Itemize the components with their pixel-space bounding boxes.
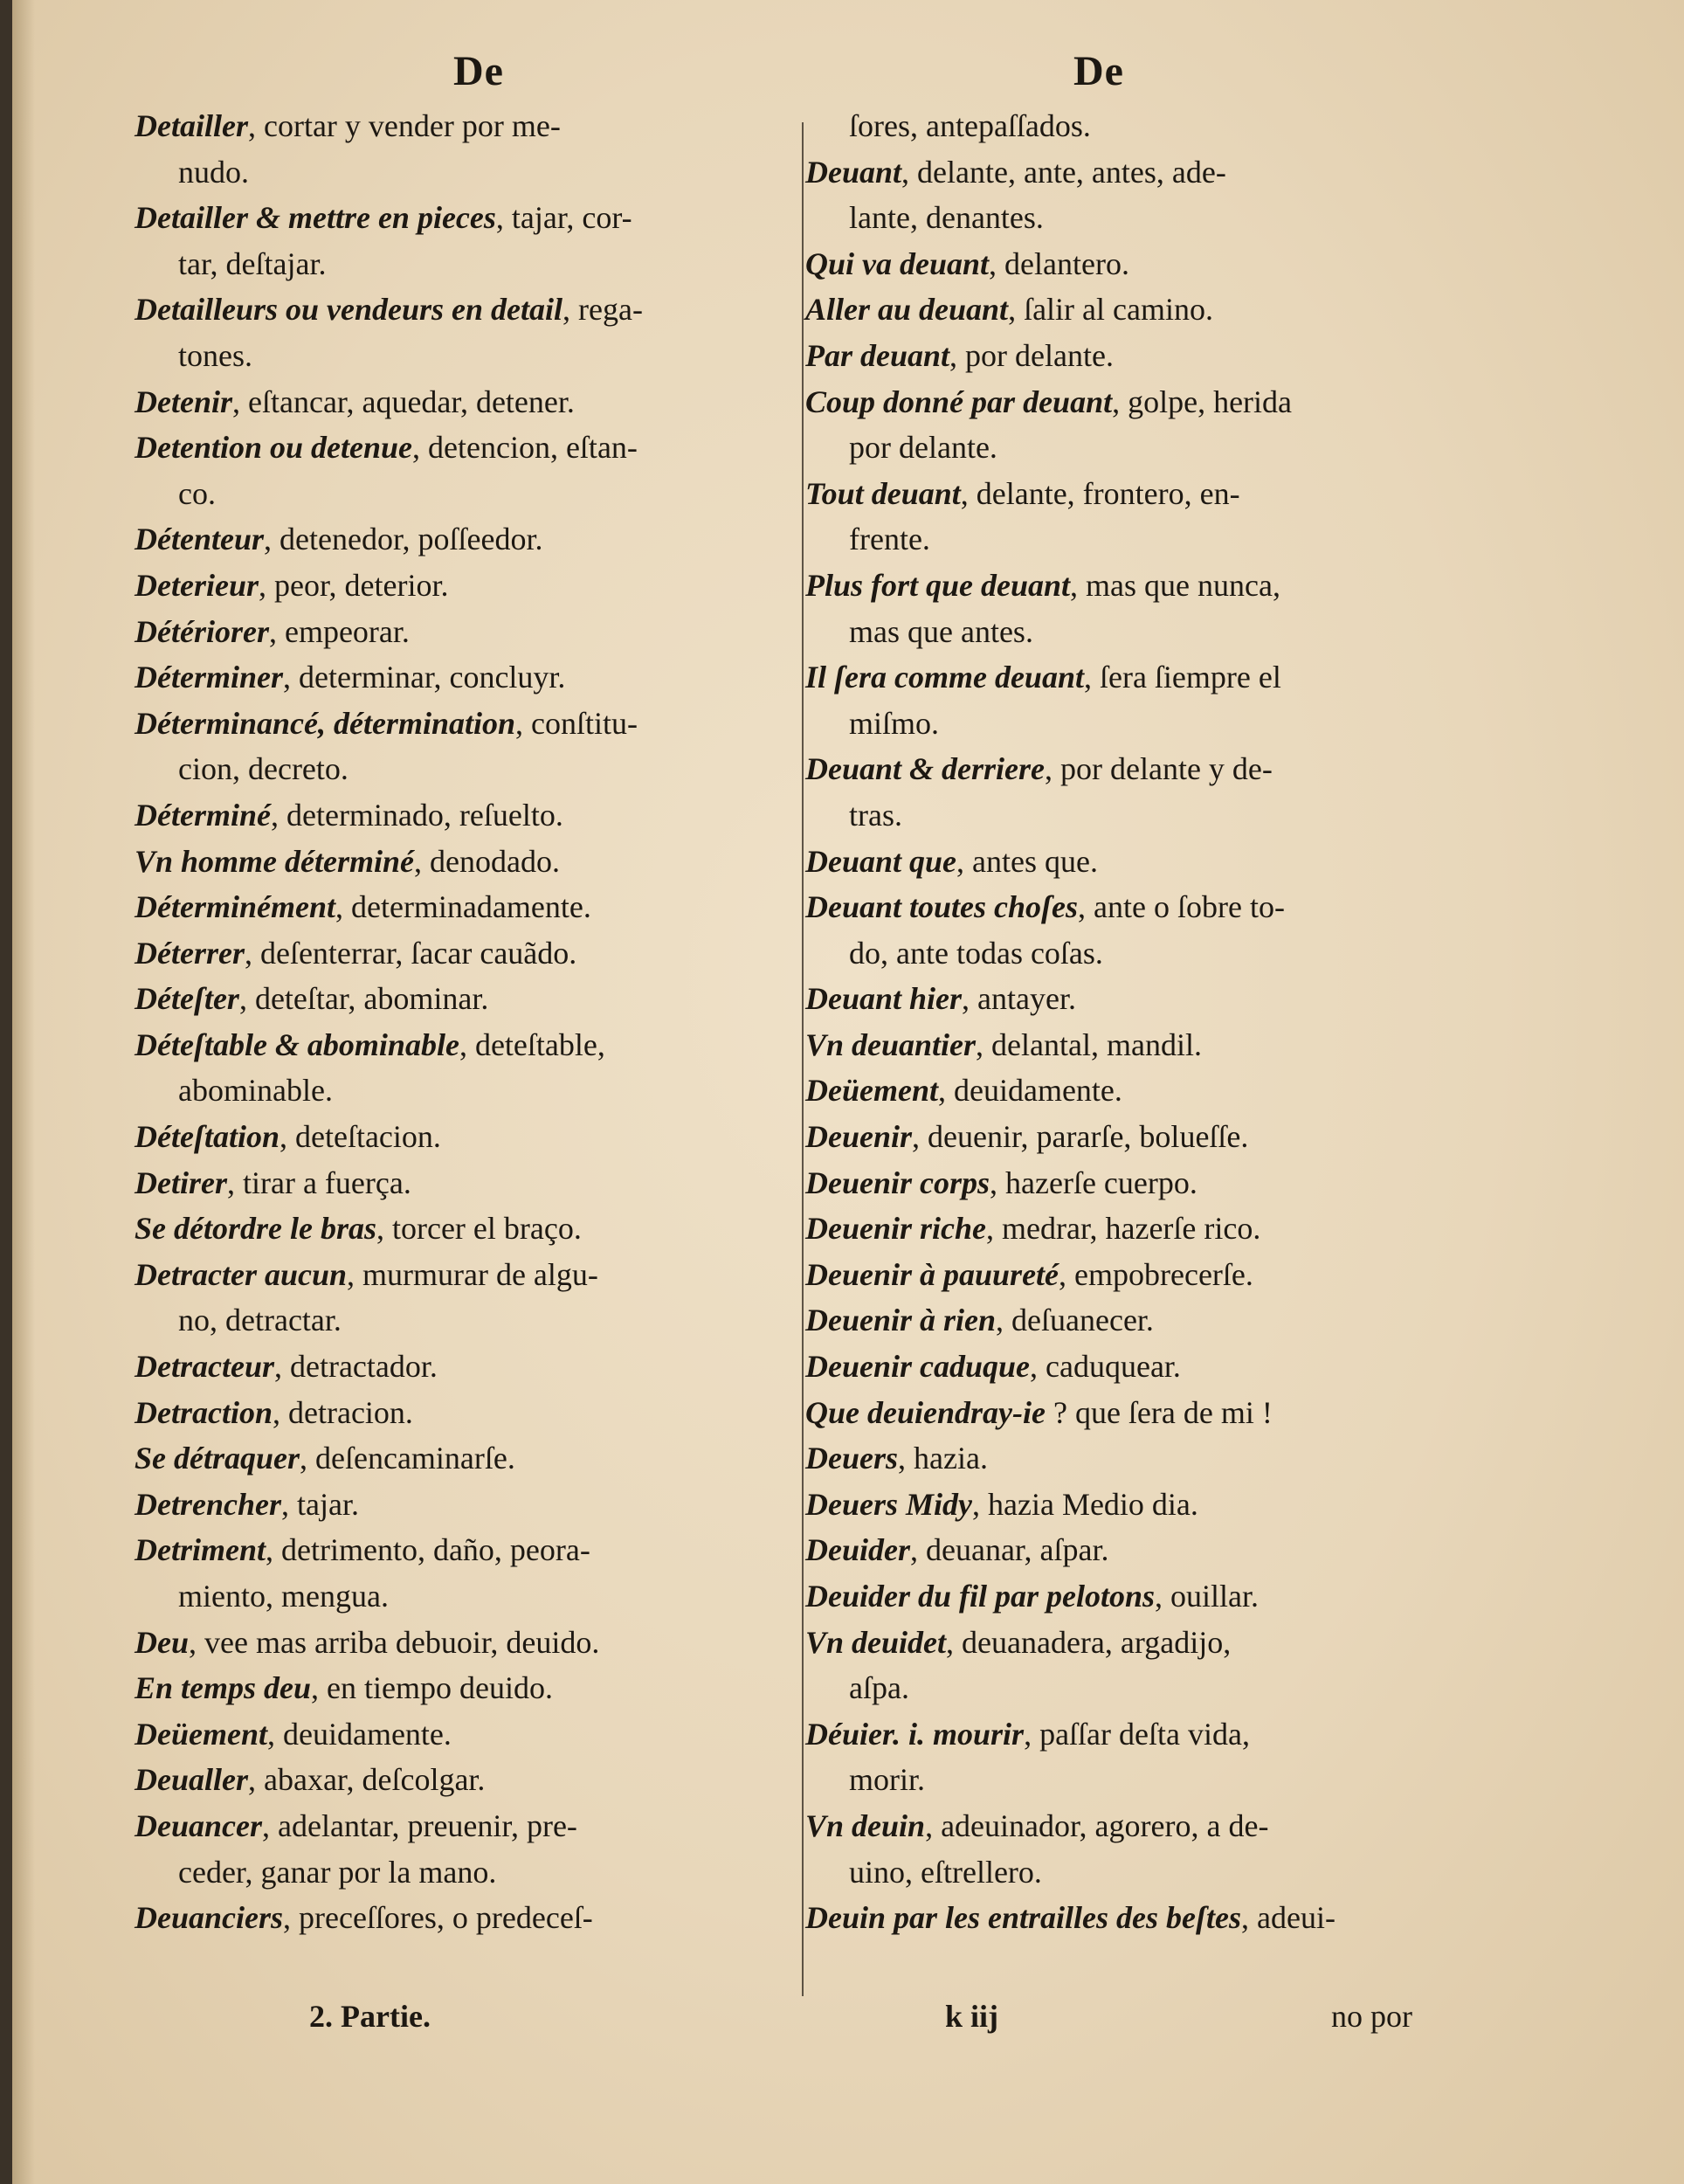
- entry-headword: Deuant & derriere: [805, 751, 1045, 787]
- dictionary-entry: [805, 1620, 1478, 1666]
- entry-translation: , deteſtar, abominar.: [238, 981, 489, 1017]
- entry-continuation: [135, 1297, 798, 1344]
- entry-translation: , detracion.: [273, 1394, 413, 1430]
- dictionary-entry: [805, 1527, 1478, 1573]
- dictionary-entry: [805, 1206, 1478, 1252]
- entry-continuation: [135, 1849, 798, 1896]
- dictionary-entry: [805, 1711, 1478, 1758]
- entry-translation: , ante o ſobre to-: [1078, 889, 1285, 925]
- entry-translation: , medrar, hazerſe rico.: [986, 1211, 1261, 1247]
- entry-continuation: [135, 471, 798, 517]
- catchword: no por: [1331, 1999, 1412, 2034]
- entry-translation: , mas que nunca,: [1070, 567, 1280, 603]
- dictionary-entry: [135, 884, 798, 930]
- dictionary-entry: [135, 103, 798, 149]
- entry-translation: abominable.: [178, 1073, 333, 1109]
- entry-headword: Déteſtation: [135, 1119, 280, 1155]
- entry-continuation: [135, 746, 798, 792]
- entry-headword: Deuider: [805, 1532, 910, 1568]
- entry-translation: , adeuinador, agorero, a de-: [925, 1807, 1269, 1843]
- entry-translation: co.: [178, 475, 216, 511]
- entry-translation: , golpe, herida: [1112, 384, 1293, 419]
- entry-continuation: [805, 1665, 1478, 1711]
- entry-headword: Vn deuantier: [805, 1026, 977, 1062]
- entry-translation: por delante.: [849, 430, 997, 466]
- entry-headword: Aller au deuant: [805, 292, 1009, 328]
- entry-translation: , en tiempo deuido.: [311, 1670, 553, 1706]
- entry-headword: Par deuant: [805, 337, 950, 373]
- entry-continuation: [805, 930, 1478, 977]
- entry-headword: Se détraquer: [135, 1441, 300, 1476]
- entry-translation: , adeui-: [1240, 1900, 1335, 1936]
- entry-headword: Détériorer: [135, 613, 269, 649]
- dictionary-entry: [135, 1114, 798, 1160]
- entry-headword: Deuenir à rien: [805, 1303, 997, 1338]
- entry-headword: Il ſera comme deuant: [805, 660, 1084, 695]
- entry-headword: Detailler: [135, 108, 248, 143]
- entry-translation: , por delante.: [949, 337, 1114, 373]
- entry-continuation: [805, 1757, 1478, 1803]
- entry-translation: , deteſtable,: [459, 1026, 605, 1062]
- entry-continuation: [135, 1573, 798, 1620]
- dictionary-entry: [805, 1068, 1478, 1114]
- entry-headword: Qui va deuant: [805, 245, 990, 281]
- dictionary-entry: [135, 1757, 798, 1803]
- entry-translation: ſores, antepaſſados.: [849, 108, 1091, 143]
- entry-translation: , deſuanecer.: [996, 1303, 1154, 1338]
- entry-translation: , deuidamente.: [266, 1716, 452, 1752]
- entry-translation: , hazerſe cuerpo.: [990, 1165, 1197, 1200]
- dictionary-entry: [805, 746, 1478, 792]
- signature-mark: 2. Partie.: [309, 1999, 431, 2034]
- entry-translation: do, ante todas coſas.: [849, 935, 1103, 971]
- dictionary-entry: [135, 701, 798, 747]
- entry-translation: , deuanadera, argadijo,: [946, 1624, 1232, 1660]
- dictionary-entry: [135, 1665, 798, 1711]
- entry-translation: tras.: [849, 797, 902, 833]
- entry-translation: , paſſar deſta vida,: [1024, 1716, 1250, 1752]
- dictionary-entry: [805, 839, 1478, 885]
- entry-translation: , detencion, eſtan-: [412, 430, 638, 466]
- entry-translation: aſpa.: [849, 1670, 909, 1706]
- entry-headword: Deuers: [805, 1441, 898, 1476]
- entry-translation: , detenedor, poſſeedor.: [264, 522, 543, 557]
- entry-headword: Vn deuidet: [805, 1624, 947, 1660]
- entry-headword: Plus fort que deuant: [805, 567, 1071, 603]
- entry-translation: uino, eſtrellero.: [849, 1854, 1042, 1890]
- dictionary-entry: [135, 425, 798, 471]
- entry-translation: nudo.: [178, 154, 249, 190]
- entry-translation: , ſalir al camino.: [1008, 292, 1213, 328]
- entry-headword: Detirer: [135, 1165, 227, 1200]
- entry-translation: tar, deſtajar.: [178, 245, 327, 281]
- entry-headword: Deuenir: [805, 1119, 913, 1155]
- entry-headword: Detailler & mettre en pieces: [135, 200, 496, 236]
- entry-translation: , deteſtacion.: [279, 1119, 441, 1155]
- entry-translation: , por delante y de-: [1045, 751, 1273, 787]
- dictionary-entry: [135, 1390, 798, 1436]
- entry-headword: Déterminément: [135, 889, 335, 925]
- entry-translation: morir.: [849, 1762, 925, 1798]
- entry-headword: Detracteur: [135, 1349, 274, 1385]
- entry-headword: Déteſtable & abominable: [135, 1026, 459, 1062]
- entry-headword: Deuancer: [135, 1807, 262, 1843]
- entry-translation: mas que antes.: [849, 613, 1033, 649]
- entry-translation: , preceſſores, o predeceſ-: [283, 1900, 593, 1936]
- entry-headword: Deuers Midy: [805, 1486, 972, 1522]
- entry-headword: Deuant toutes choſes: [805, 889, 1079, 925]
- dictionary-entry: [805, 1482, 1478, 1528]
- entry-translation: , hazia Medio dia.: [972, 1486, 1198, 1522]
- entry-translation: , deuanar, aſpar.: [910, 1532, 1109, 1568]
- entry-translation: , delante, frontero, en-: [960, 475, 1240, 511]
- dictionary-entry: [805, 884, 1478, 930]
- entry-translation: , determinado, reſuelto.: [270, 797, 563, 833]
- entry-translation: , peor, deterior.: [258, 567, 449, 603]
- entry-translation: , denodado.: [414, 843, 560, 879]
- entry-translation: , delantal, mandil.: [976, 1026, 1202, 1062]
- entry-translation: , eſtancar, aquedar, detener.: [232, 384, 575, 419]
- entry-translation: , antes que.: [956, 843, 1098, 879]
- entry-headword: Deuenir caduque: [805, 1349, 1031, 1385]
- entry-translation: , antayer.: [962, 981, 1076, 1017]
- entry-translation: , delante, ante, antes, ade-: [901, 154, 1226, 190]
- dictionary-entry: [805, 379, 1478, 425]
- entry-headword: Detenir: [135, 384, 232, 419]
- entry-translation: , detrimento, daño, peora-: [266, 1532, 590, 1568]
- entry-headword: Detailleurs ou vendeurs en detail: [135, 292, 563, 328]
- dictionary-entry: [135, 287, 798, 333]
- dictionary-entry: [805, 149, 1478, 196]
- entry-translation: cion, decreto.: [178, 751, 349, 787]
- entry-headword: Detracter aucun: [135, 1256, 347, 1292]
- entry-translation: , empeorar.: [268, 613, 410, 649]
- entry-headword: Déteſter: [135, 981, 239, 1017]
- entry-translation: , empobrecerſe.: [1059, 1256, 1253, 1292]
- entry-translation: , determinar, concluyr.: [282, 660, 566, 695]
- entry-headword: Deuenir corps: [805, 1165, 990, 1200]
- entry-headword: En temps deu: [135, 1670, 312, 1706]
- entry-continuation: [805, 1849, 1478, 1896]
- dictionary-entry: [805, 1895, 1478, 1941]
- dictionary-entry: [135, 195, 798, 241]
- entry-headword: Deuant hier: [805, 981, 963, 1017]
- entry-continuation: [805, 195, 1478, 241]
- entry-continuation: [135, 149, 798, 196]
- dictionary-entry: [135, 1527, 798, 1573]
- dictionary-entry: [135, 654, 798, 701]
- dictionary-entry: [805, 1297, 1478, 1344]
- entry-headword: Deu: [135, 1624, 189, 1660]
- dictionary-entry: [805, 333, 1478, 379]
- entry-headword: Deuenir riche: [805, 1211, 986, 1247]
- entry-headword: Deüement: [135, 1716, 267, 1752]
- dictionary-entry: [805, 1114, 1478, 1160]
- entry-headword: Détenteur: [135, 522, 264, 557]
- entry-translation: , adelantar, preuenir, pre-: [262, 1807, 577, 1843]
- entry-continuation: [135, 1068, 798, 1114]
- entry-headword: Déuier. i. mourir: [805, 1716, 1025, 1752]
- entry-headword: Deuanciers: [135, 1900, 283, 1936]
- dictionary-entry: [805, 976, 1478, 1022]
- entry-headword: Vn deuin: [805, 1807, 926, 1843]
- entry-translation: , tirar a fuerça.: [226, 1165, 411, 1200]
- entry-translation: , delantero.: [989, 245, 1129, 281]
- entry-headword: Deuant que: [805, 843, 957, 879]
- dictionary-entry: [135, 516, 798, 563]
- column-divider: [802, 122, 804, 1996]
- entry-headword: Detriment: [135, 1532, 266, 1568]
- entry-continuation: [805, 516, 1478, 563]
- dictionary-entry: [135, 1344, 798, 1390]
- entry-headword: Detention ou detenue: [135, 430, 413, 466]
- dictionary-entry: [135, 1160, 798, 1206]
- entry-translation: , determinadamente.: [335, 889, 591, 925]
- dictionary-entry: [805, 1573, 1478, 1620]
- dictionary-entry: [135, 1206, 798, 1252]
- entry-translation: , abaxar, deſcolgar.: [248, 1762, 486, 1798]
- entry-headword: Déterminer: [135, 660, 283, 695]
- entry-translation: , deſenterrar, ſacar cauãdo.: [244, 935, 577, 971]
- entry-headword: Deualler: [135, 1762, 248, 1798]
- entry-translation: ceder, ganar por la mano.: [178, 1854, 497, 1890]
- entry-translation: tones.: [178, 337, 252, 373]
- entry-headword: Deterieur: [135, 567, 259, 603]
- dictionary-entry: [135, 792, 798, 839]
- right-column: [805, 103, 1478, 1941]
- entry-headword: Coup donné par deuant: [805, 384, 1113, 419]
- entry-translation: , rega-: [562, 292, 643, 328]
- dictionary-entry: [135, 1711, 798, 1758]
- dictionary-page: [12, 0, 1684, 2184]
- entry-headword: Déterrer: [135, 935, 245, 971]
- dictionary-entry: [805, 1344, 1478, 1390]
- entry-continuation: [805, 609, 1478, 655]
- dictionary-entry: [135, 1482, 798, 1528]
- entry-translation: , conſtitu-: [515, 705, 638, 741]
- entry-translation: , tajar, cor-: [495, 200, 632, 236]
- right-running-head: De: [1073, 48, 1124, 94]
- dictionary-entry: [135, 1022, 798, 1068]
- entry-translation: frente.: [849, 522, 930, 557]
- dictionary-entry: [135, 930, 798, 977]
- dictionary-entry: [135, 976, 798, 1022]
- entry-translation: miento, mengua.: [178, 1579, 389, 1614]
- entry-translation: , tajar.: [280, 1486, 359, 1522]
- dictionary-entry: [135, 839, 798, 885]
- dictionary-entry: [805, 1160, 1478, 1206]
- dictionary-entry: [805, 241, 1478, 287]
- entry-translation: , cortar y vender por me-: [247, 108, 561, 143]
- entry-headword: Deuenir à pauureté: [805, 1256, 1059, 1292]
- entry-translation: ? que ſera de mi !: [1045, 1394, 1273, 1430]
- entry-translation: , ouillar.: [1155, 1579, 1260, 1614]
- dictionary-entry: [805, 287, 1478, 333]
- dictionary-entry: [805, 471, 1478, 517]
- dictionary-entry: [805, 1435, 1478, 1482]
- entry-headword: Deuin par les entrailles des beſtes: [805, 1900, 1241, 1936]
- entry-continuation: [805, 103, 1478, 149]
- entry-translation: , murmurar de algu-: [347, 1256, 598, 1292]
- entry-headword: Detraction: [135, 1394, 273, 1430]
- entry-headword: Vn homme déterminé: [135, 843, 415, 879]
- entry-translation: , torcer el braço.: [376, 1211, 582, 1247]
- left-running-head: De: [453, 48, 504, 94]
- entry-headword: Déterminancé, détermination: [135, 705, 515, 741]
- dictionary-entry: [135, 609, 798, 655]
- dictionary-entry: [135, 1620, 798, 1666]
- page-mark: k iij: [945, 1999, 999, 2034]
- entry-translation: , ſera ſiempre el: [1083, 660, 1281, 695]
- entry-translation: , deuidamente.: [937, 1073, 1122, 1109]
- left-column: [135, 103, 798, 1941]
- entry-headword: Deuant: [805, 154, 902, 190]
- entry-translation: lante, denantes.: [849, 200, 1044, 236]
- entry-translation: , deſencaminarſe.: [300, 1441, 515, 1476]
- dictionary-entry: [135, 379, 798, 425]
- entry-translation: , vee mas arriba debuoir, deuido.: [189, 1624, 600, 1660]
- entry-translation: , hazia.: [898, 1441, 988, 1476]
- dictionary-entry: [805, 1803, 1478, 1849]
- entry-headword: Deüement: [805, 1073, 938, 1109]
- entry-continuation: [805, 425, 1478, 471]
- dictionary-entry: [135, 1435, 798, 1482]
- entry-translation: miſmo.: [849, 705, 940, 741]
- dictionary-entry: [805, 654, 1478, 701]
- entry-translation: , detractador.: [273, 1349, 438, 1385]
- entry-headword: Déterminé: [135, 797, 271, 833]
- dictionary-entry: [135, 1252, 798, 1298]
- entry-headword: Que deuiendray-ie: [805, 1394, 1046, 1430]
- entry-continuation: [805, 792, 1478, 839]
- entry-headword: Se détordre le bras: [135, 1211, 376, 1247]
- dictionary-entry: [805, 1390, 1478, 1436]
- dictionary-entry: [805, 1252, 1478, 1298]
- entry-continuation: [805, 701, 1478, 747]
- entry-continuation: [135, 241, 798, 287]
- entry-headword: Detrencher: [135, 1486, 281, 1522]
- dictionary-entry: [805, 1022, 1478, 1068]
- entry-headword: Tout deuant: [805, 475, 961, 511]
- entry-translation: , caduquear.: [1030, 1349, 1181, 1385]
- entry-headword: Deuider du fil par pelotons: [805, 1579, 1156, 1614]
- entry-translation: , deuenir, pararſe, bolueſſe.: [912, 1119, 1249, 1155]
- dictionary-entry: [135, 563, 798, 609]
- dictionary-entry: [805, 563, 1478, 609]
- entry-continuation: [135, 333, 798, 379]
- dictionary-entry: [135, 1803, 798, 1849]
- entry-translation: no, detractar.: [178, 1303, 342, 1338]
- dictionary-entry: [135, 1895, 798, 1941]
